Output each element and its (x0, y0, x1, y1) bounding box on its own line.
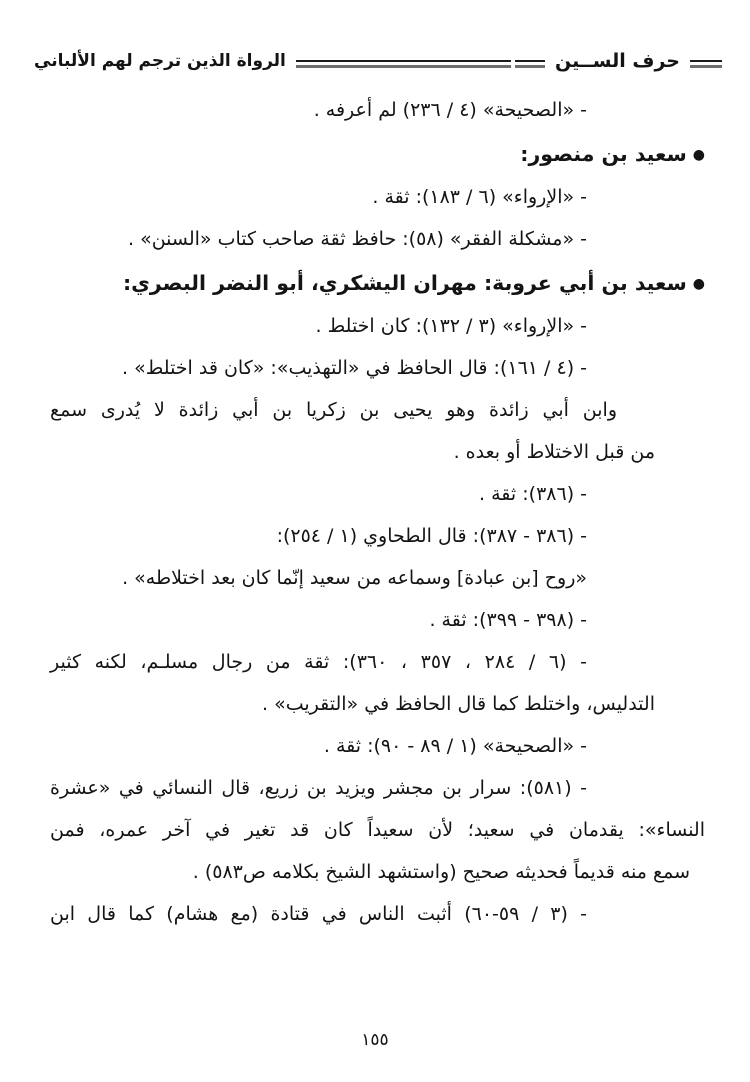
heading-text: سعيد بن منصور: (520, 142, 687, 166)
page-header (0, 0, 750, 72)
header-rule-long (296, 60, 511, 68)
bullet-icon: ● (692, 147, 705, 163)
header-rule-right (690, 60, 722, 68)
dash-item-line: - «الإرواء» (٦ / ١٨٣): ثقة . (372, 186, 587, 208)
paragraph-line: سمع منه قديماً فحديثه صحيح (واستشهد الشيخ بكلامه ص٥٨٣) . (192, 861, 690, 883)
paragraph-line: من قبل الاختلاط أو بعده . (453, 441, 655, 463)
heading-line (50, 269, 705, 298)
dash-item-line: - «مشكلة الفقر» (٥٨): حافظ ثقة صاحب كتاب «السنن» . (127, 228, 587, 250)
dash-item-line: - «الصحيحة» (١ / ٨٩ - ٩٠): ثقة . (323, 735, 587, 757)
dash-item-line: - (٣٩٨ - ٣٩٩): ثقة . (429, 609, 587, 631)
quote-line: «روح [بن عبادة] وسماعه من سعيد إنّما كان بعد اختلاطه» . (122, 567, 587, 589)
content-lines (0, 72, 750, 928)
dash-item-line: - (٣٨٦): ثقة . (479, 483, 587, 505)
page-number: ١٥٥ (361, 1030, 389, 1050)
dash-item-line: - «الإرواء» (٣ / ١٣٢): كان اختلط . (315, 315, 587, 337)
dash-item-line: - (٣٨٦ - ٣٨٧): قال الطحاوي (١ / ٢٥٤): (276, 525, 587, 547)
paragraph-line: التدليس، واختلط كما قال الحافظ في «التقريب» . (262, 693, 655, 715)
paragraph-line: النساء»: يقدمان في سعيد؛ لأن سعيداً كان قد تغير في آخر عمره، فمن (50, 819, 705, 841)
dash-item-line: - (٣ / ٥٩-٦٠) أثبت الناس في قتادة (مع هشام) كما قال ابن (50, 903, 587, 925)
dash-item-line: - (٦ / ٢٨٤ ، ٣٥٧ ، ٣٦٠): ثقة من رجال مسلـم، لكنه كثير (50, 651, 588, 673)
heading-text: سعيد بن أبي عروبة: مهران اليشكري، أبو النضر البصري: (122, 271, 687, 295)
header-rule-mid (515, 60, 545, 68)
dash-item-line: - (٤ / ١٦١): قال الحافظ في «التهذيب»: «كان قد اختلط» . (122, 357, 587, 379)
dash-item-line: - (٥٨١): سرار بن مجشر ويزيد بن زريع، قال النسائي في «عشرة (50, 777, 587, 799)
dash-item-line: - «الصحيحة» (٤ / ٢٣٦) لم أعرفه . (313, 99, 587, 121)
bullet-icon: ● (692, 276, 705, 292)
paragraph-line: وابن أبي زائدة وهو يحيى بن زكريا بن أبي زائدة لا يُدرى سمع (50, 399, 617, 421)
heading-line (50, 140, 705, 169)
chapter-title: حرف الســين (554, 50, 680, 72)
book-title: الرواة الذين ترجم لهم الألباني (34, 51, 286, 71)
